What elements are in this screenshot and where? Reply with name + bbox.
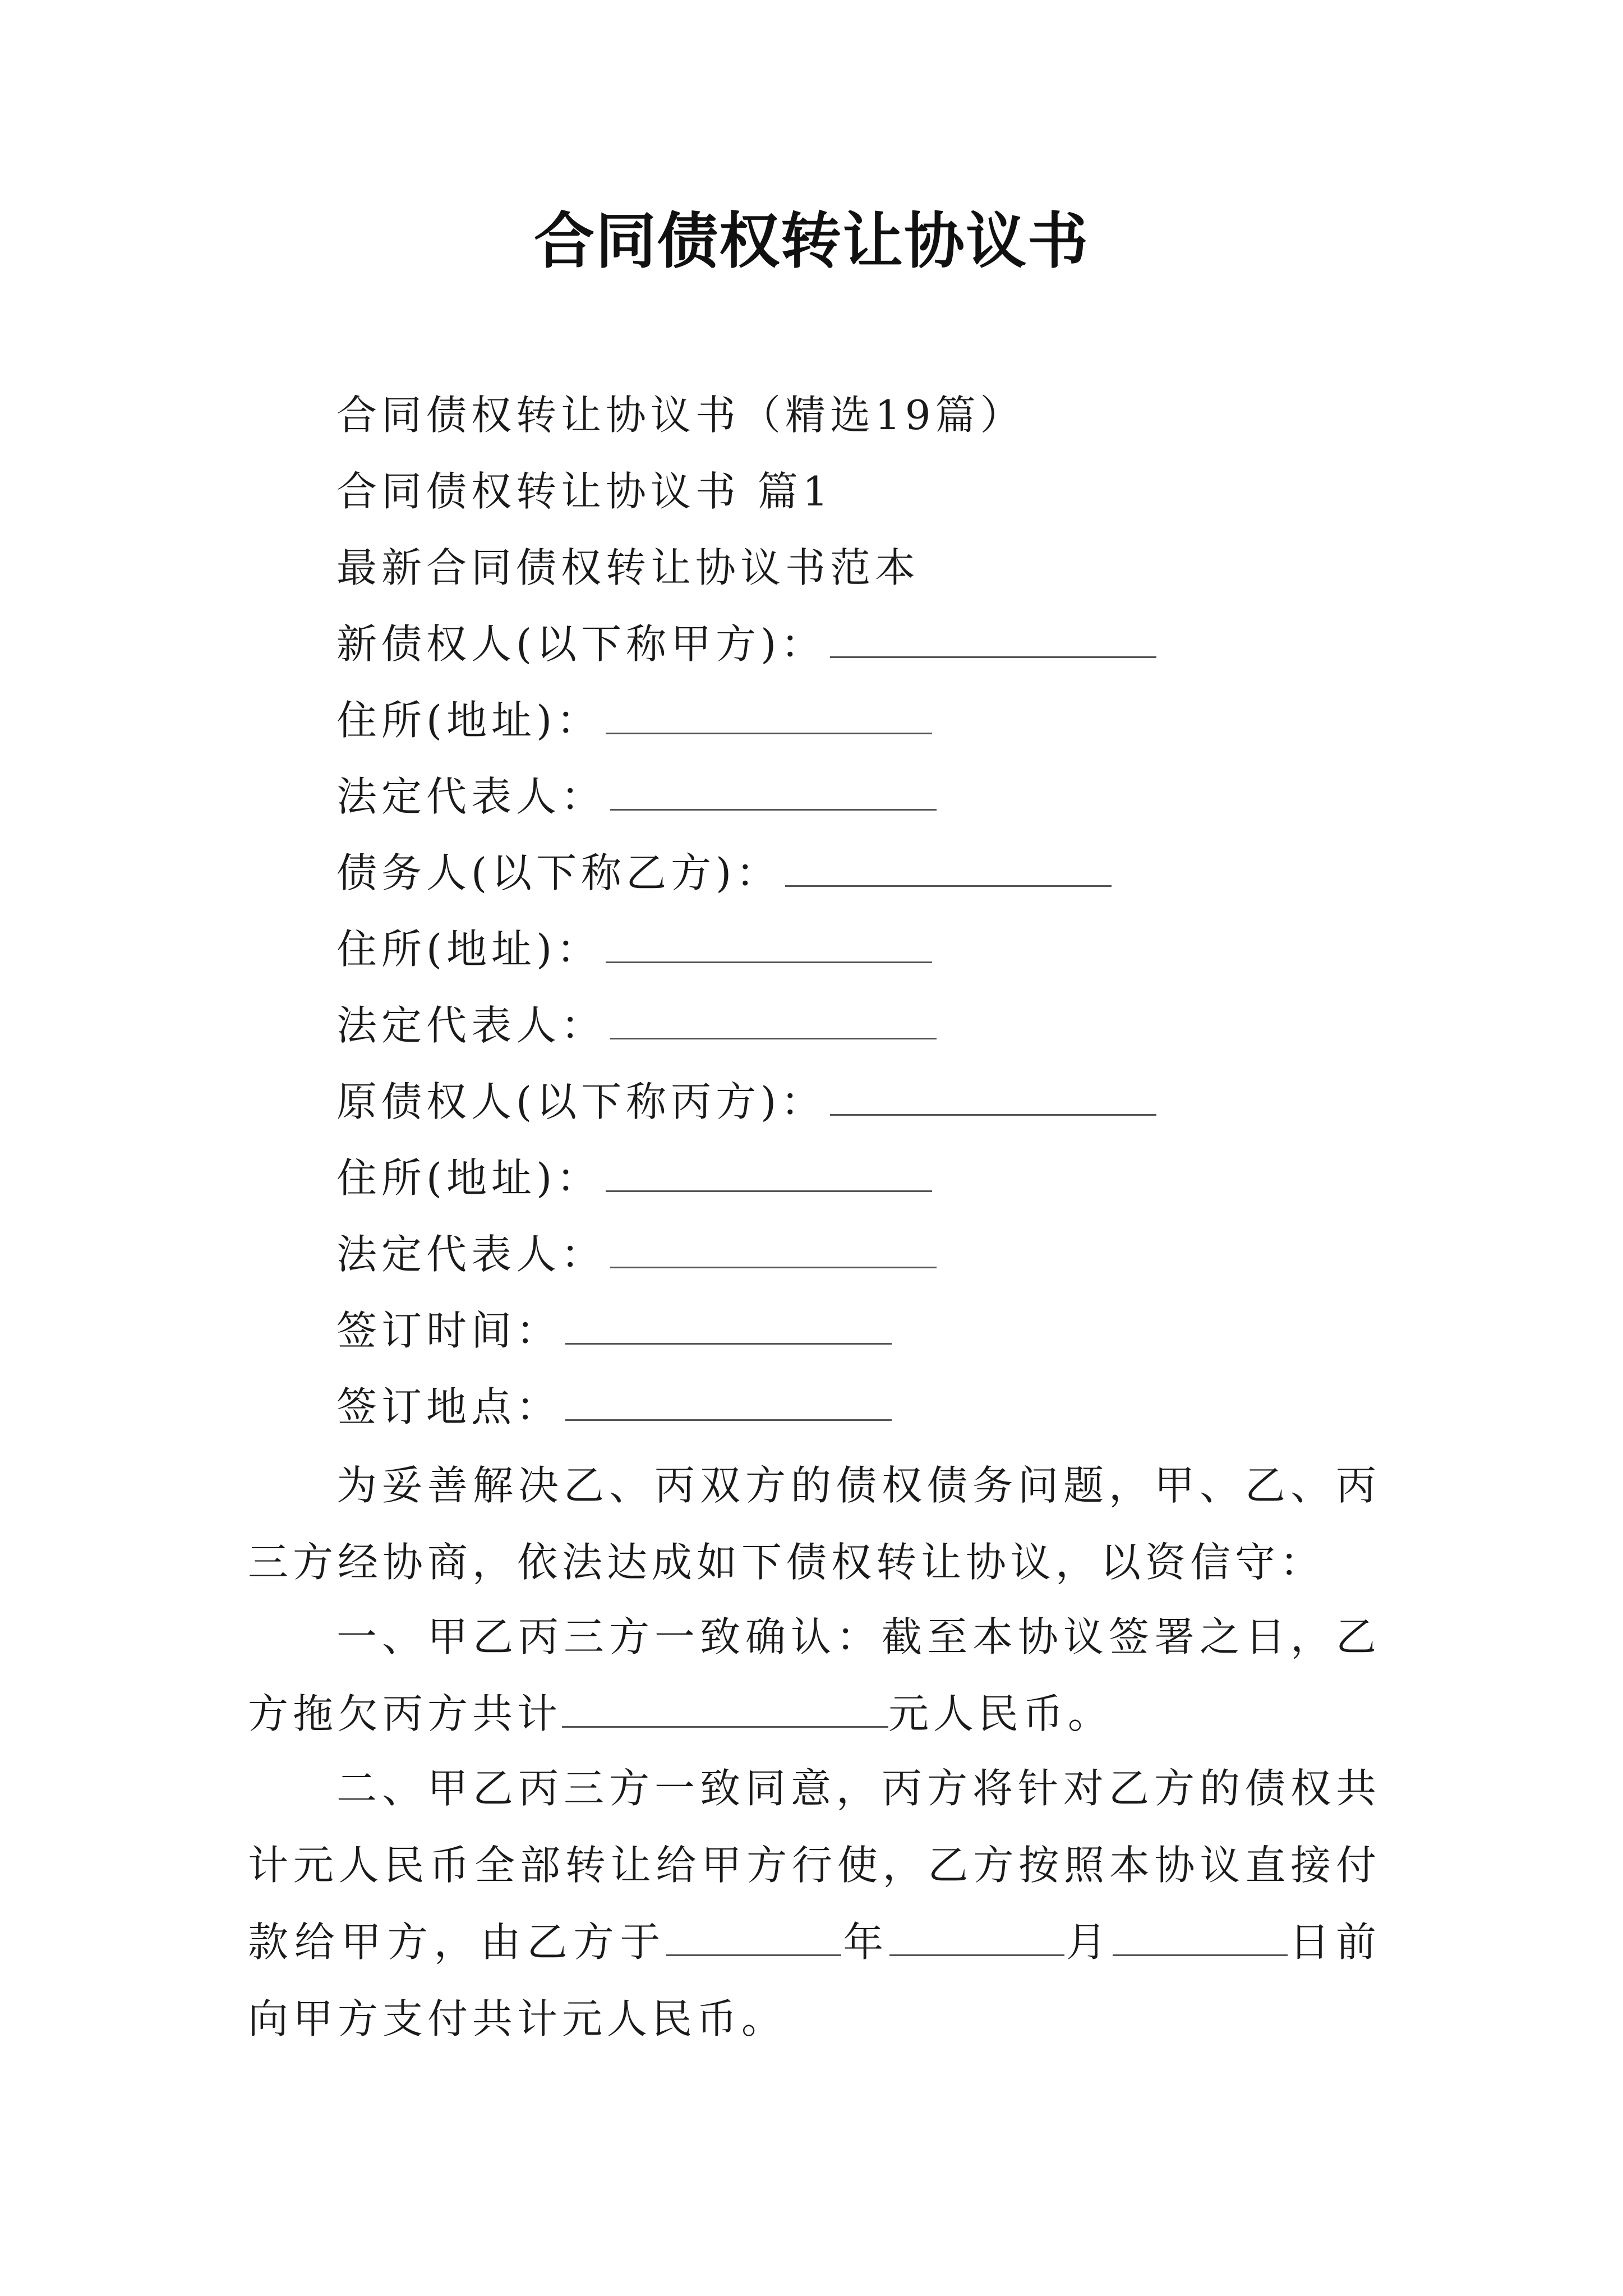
field-party-b-rep-label: 法定代表人： [336, 1002, 606, 1049]
field-party-a-rep-blank [610, 770, 937, 811]
clause-2-day-blank [1113, 1910, 1288, 1956]
paragraph-clause-1 [248, 1599, 1381, 1752]
paragraph-clause-2 [248, 1750, 1381, 2058]
field-sign-place-blank [565, 1380, 892, 1421]
field-party-b-rep [336, 997, 937, 1053]
field-party-a-address-label: 住所(地址)： [336, 697, 602, 744]
field-party-b-address-label: 住所(地址)： [336, 926, 602, 973]
field-party-a-blank [830, 617, 1156, 658]
field-party-c-address [336, 1150, 932, 1206]
field-party-c-address-blank [606, 1151, 932, 1192]
field-sign-place-label: 签订地点： [336, 1383, 561, 1430]
field-party-c-rep-label: 法定代表人： [336, 1231, 606, 1278]
field-sign-time-blank [565, 1304, 892, 1345]
field-party-b-blank [785, 846, 1112, 887]
clause-1-text-a: 一、甲乙丙三方一致确认：截至本协议签署之日，乙方拖欠丙方共计 [248, 1613, 1381, 1737]
field-party-c-blank [830, 1075, 1156, 1116]
template-heading: 最新合同债权转让协议书范本 [336, 544, 920, 591]
field-sign-place [336, 1379, 892, 1435]
field-party-b-label: 债务人(以下称乙方)： [336, 849, 781, 896]
field-party-a-address-blank [606, 693, 932, 734]
clause-1-amount-blank [562, 1681, 888, 1728]
field-party-b [336, 845, 1112, 901]
field-sign-time [336, 1303, 892, 1359]
field-party-c-label: 原债权人(以下称丙方)： [336, 1078, 826, 1125]
field-party-c-rep [336, 1226, 937, 1282]
field-party-c-address-label: 住所(地址)： [336, 1154, 602, 1202]
clause-2-text-b: 日前向甲方支付共计元人民币。 [248, 1918, 1381, 2042]
paragraph-intro: 为妥善解决乙、丙双方的债权债务问题，甲、乙、丙三方经协商，依法达成如下债权转让协议，以资信守： [248, 1462, 1381, 1586]
field-party-b-address [336, 921, 932, 977]
section-heading: 合同债权转让协议书 篇1 [336, 468, 833, 515]
field-party-a-label: 新债权人(以下称甲方)： [336, 620, 826, 668]
clause-2-month-label: 月 [1064, 1918, 1113, 1966]
document-title: 合同债权转让协议书 [533, 206, 1089, 277]
document-subtitle: 合同债权转让协议书（精选19篇） [336, 392, 1025, 439]
clause-2-month-blank [889, 1910, 1064, 1956]
field-party-b-address-blank [606, 922, 932, 963]
field-party-a-address [336, 692, 932, 748]
field-party-c-rep-blank [610, 1227, 937, 1268]
clause-1-text-b: 元人民币。 [888, 1690, 1113, 1737]
field-party-a [336, 616, 1156, 672]
field-party-a-rep [336, 769, 937, 825]
field-party-a-rep-label: 法定代表人： [336, 773, 606, 820]
field-party-b-rep-blank [610, 999, 937, 1039]
clause-2-text-a: 二、甲乙丙三方一致同意，丙方将针对乙方的债权共计元人民币全部转让给甲方行使，乙方按照本协议直接付款给甲方，由乙方于 [248, 1765, 1381, 1966]
clause-2-year-label: 年 [841, 1918, 890, 1966]
field-sign-time-label: 签订时间： [336, 1307, 561, 1354]
clause-2-year-blank [666, 1910, 841, 1956]
field-party-c [336, 1074, 1156, 1130]
